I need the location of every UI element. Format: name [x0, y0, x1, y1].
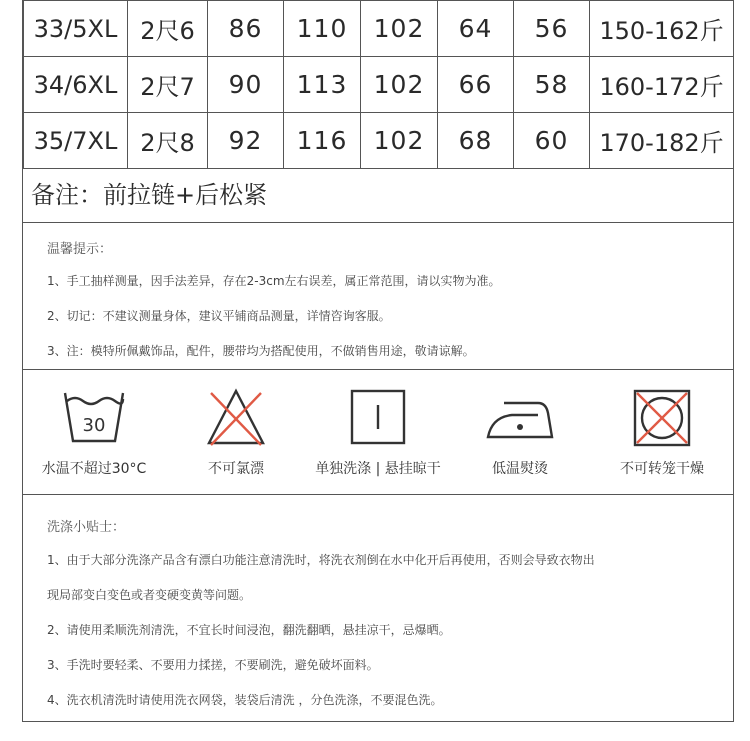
care-label: 低温熨烫: [492, 461, 548, 477]
wash-tips-line: 现局部变白变色或者变硬变黄等问题。: [47, 588, 252, 602]
measure-cell: 58: [514, 57, 590, 113]
wash-tips-line: 1、由于大部分洗涤产品含有漂白功能注意清洗时，将洗衣剂倒在水中化开后再使用，否则会导致衣物出: [47, 553, 595, 567]
care-item-bleach: [165, 371, 307, 495]
measure-cell: 56: [514, 1, 590, 57]
chi-cell: 2尺8: [128, 113, 208, 169]
care-label: 单独洗涤 | 悬挂晾干: [315, 461, 441, 477]
weight-cell: 170-182斤: [590, 113, 734, 169]
care-item-tumble: [591, 371, 733, 495]
care-item-dry: [307, 371, 449, 495]
tips-line: 3、注：模特所佩戴饰品，配件，腰带均为搭配使用，不做销售用途，敬请谅解。: [47, 344, 475, 358]
measure-cell: 66: [438, 57, 514, 113]
table-row: [24, 1, 734, 57]
size-chart-sheet: [22, 0, 734, 722]
size-cell: 35/7XL: [24, 113, 128, 169]
chi-cell: 2尺6: [128, 1, 208, 57]
line-dry-icon: [348, 387, 408, 447]
chi-cell: 2尺7: [128, 57, 208, 113]
care-label: 不可转笼干燥: [620, 461, 704, 477]
svg-text:30: 30: [82, 415, 106, 436]
wash-tips-section: [23, 496, 733, 721]
measure-cell: 116: [284, 113, 361, 169]
wash-tips-line: 2、请使用柔顺洗剂清洗，不宜长时间浸泡，翻洗翻晒，悬挂凉干，忌爆晒。: [47, 623, 451, 637]
weight-cell: 150-162斤: [590, 1, 734, 57]
measure-cell: 60: [514, 113, 590, 169]
measure-cell: 102: [361, 1, 438, 57]
tips-section: [23, 224, 733, 370]
care-symbols: [23, 371, 733, 495]
measure-cell: 102: [361, 57, 438, 113]
size-cell: 34/6XL: [24, 57, 128, 113]
tips-line: 2、切记：不建议测量身体，建议平铺商品测量，详情咨询客服。: [47, 309, 391, 323]
tips-line: 1、手工抽样测量，因手法差异，存在2-3cm左右误差，属正常范围，请以实物为准。: [47, 274, 501, 288]
care-label: 水温不超过30°C: [41, 461, 147, 477]
no-tumble-dry-icon: [631, 387, 693, 449]
measure-cell: 68: [438, 113, 514, 169]
wash-tips-line: 3、手洗时要轻柔、不要用力揉搓，不要刷洗，避免破坏面料。: [47, 658, 379, 672]
measure-cell: 113: [284, 57, 361, 113]
measure-cell: 92: [208, 113, 284, 169]
wash-tips-line: 4、洗衣机清洗时请使用洗衣网袋，装袋后清洗 ，分色洗涤，不要混色洗。: [47, 693, 443, 707]
measure-cell: 86: [208, 1, 284, 57]
measure-cell: 110: [284, 1, 361, 57]
measure-cell: 64: [438, 1, 514, 57]
no-bleach-icon: [205, 387, 267, 447]
table-row: [24, 113, 734, 169]
size-cell: 33/5XL: [24, 1, 128, 57]
tips-title: 温馨提示：: [47, 242, 113, 257]
size-table: [23, 0, 734, 169]
table-row: [24, 57, 734, 113]
measure-cell: 102: [361, 113, 438, 169]
wash-tips-title: 洗涤小贴士：: [47, 520, 126, 535]
remark-text: 备注：前拉链+后松紧: [23, 168, 733, 223]
wash-30-icon: [61, 387, 127, 447]
care-item-wash: [23, 371, 165, 495]
weight-cell: 160-172斤: [590, 57, 734, 113]
care-item-iron: [449, 371, 591, 495]
care-label: 不可氯漂: [208, 461, 264, 477]
iron-low-icon: [484, 387, 556, 447]
measure-cell: 90: [208, 57, 284, 113]
